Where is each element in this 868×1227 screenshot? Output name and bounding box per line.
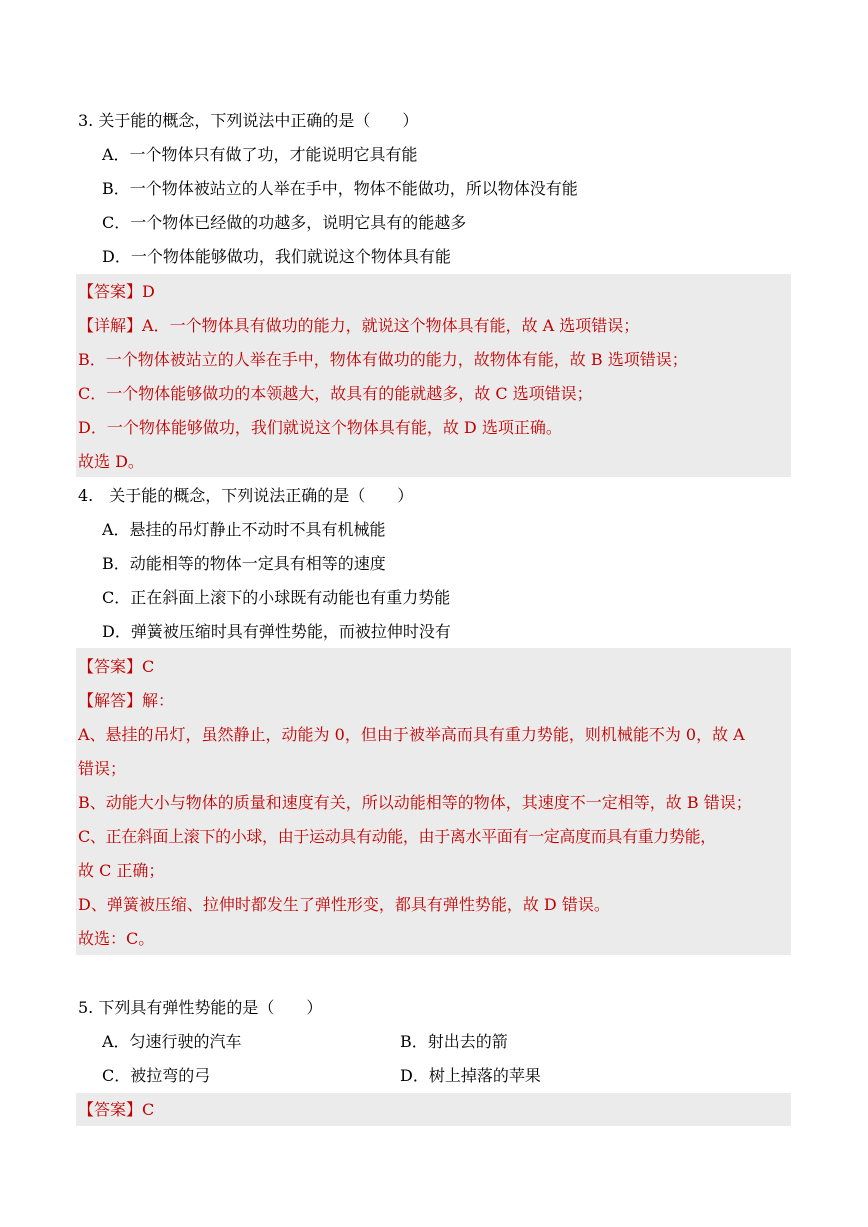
- q4-answer-line: [78, 657, 154, 677]
- question-5-stem: 5. 下列具有弹性势能的是（ ）: [78, 998, 323, 1017]
- q4-answer-value: C: [142, 657, 155, 676]
- q3-analysis-b: B．一个物体被站立的人举在手中，物体有做功的能力，故物体有能，故 B 选项错误；: [78, 350, 688, 369]
- q5-answer-value: C: [142, 1100, 155, 1119]
- q3-option-c: C．一个物体已经做的功越多，说明它具有的能越多: [102, 213, 467, 232]
- q4-option-d: D．弹簧被压缩时具有弹性势能，而被拉伸时没有: [102, 622, 451, 641]
- q3-analysis-a: A．一个物体具有做功的能力，就说这个物体具有能，故 A 选项错误；: [142, 316, 640, 335]
- q3-option-a: A．一个物体只有做了功，才能说明它具有能: [102, 145, 418, 164]
- q5-option-a: A．匀速行驶的汽车: [102, 1032, 242, 1051]
- q5-answer-panel: [76, 1093, 791, 1126]
- answer-tag: 【答案】: [78, 657, 143, 676]
- q3-answer-line: [78, 282, 155, 302]
- q4-analysis-c-1: C、正在斜面上滚下的小球，由于运动具有动能，由于离水平面有一定高度而具有重力势能，: [78, 827, 716, 846]
- q4-analysis-c-2: 故 C 正确；: [78, 861, 165, 880]
- q5-option-b: B．射出去的箭: [400, 1032, 508, 1051]
- q4-conclusion: 故选：C。: [78, 929, 155, 948]
- q3-option-d: D．一个物体能够做功，我们就说这个物体具有能: [102, 247, 451, 266]
- answer-tag: 【答案】: [78, 1100, 143, 1119]
- q5-option-c: C．被拉弯的弓: [102, 1066, 211, 1085]
- solution-tag: 【解答】: [78, 691, 143, 710]
- q3-detail-line: [78, 316, 639, 336]
- question-3-stem: 3. 关于能的概念，下列说法中正确的是（ ）: [78, 111, 419, 130]
- q4-option-b: B．动能相等的物体一定具有相等的速度: [102, 554, 386, 573]
- q4-analysis-a-2: 错误；: [78, 759, 127, 778]
- question-4-stem: 4. 关于能的概念，下列说法正确的是（ ）: [78, 486, 414, 505]
- q4-analysis-a-1: A、悬挂的吊灯，虽然静止，动能为 0，但由于被举高而具有重力势能，则机械能不为 0，故 A: [78, 725, 745, 744]
- q3-analysis-d: D．一个物体能够做功，我们就说这个物体具有能，故 D 选项正确。: [78, 418, 562, 437]
- q3-answer-panel: [76, 274, 791, 477]
- q4-analysis-b: B、动能大小与物体的质量和速度有关，所以动能相等的物体，其速度不一定相等，故 B 错误；: [78, 793, 752, 812]
- q3-option-b: B．一个物体被站立的人举在手中，物体不能做功，所以物体没有能: [102, 179, 578, 198]
- q3-analysis-c: C．一个物体能够做功的本领越大，故具有的能就越多，故 C 选项错误；: [78, 384, 593, 403]
- q5-option-d: D．树上掉落的苹果: [400, 1066, 541, 1085]
- q3-answer-value: D: [142, 282, 155, 301]
- q3-conclusion: 故选 D。: [78, 452, 144, 471]
- q4-solution-lead: 解：: [142, 691, 175, 710]
- q4-option-c: C．正在斜面上滚下的小球既有动能也有重力势能: [102, 588, 451, 607]
- q5-answer-line: [78, 1100, 154, 1120]
- detail-tag: 【详解】: [78, 316, 143, 335]
- q4-solution-line: [78, 691, 174, 711]
- answer-tag: 【答案】: [78, 282, 143, 301]
- q4-analysis-d: D、弹簧被压缩、拉伸时都发生了弹性形变，都具有弹性势能，故 D 错误。: [78, 895, 610, 914]
- q4-option-a: A．悬挂的吊灯静止不动时不具有机械能: [102, 520, 386, 539]
